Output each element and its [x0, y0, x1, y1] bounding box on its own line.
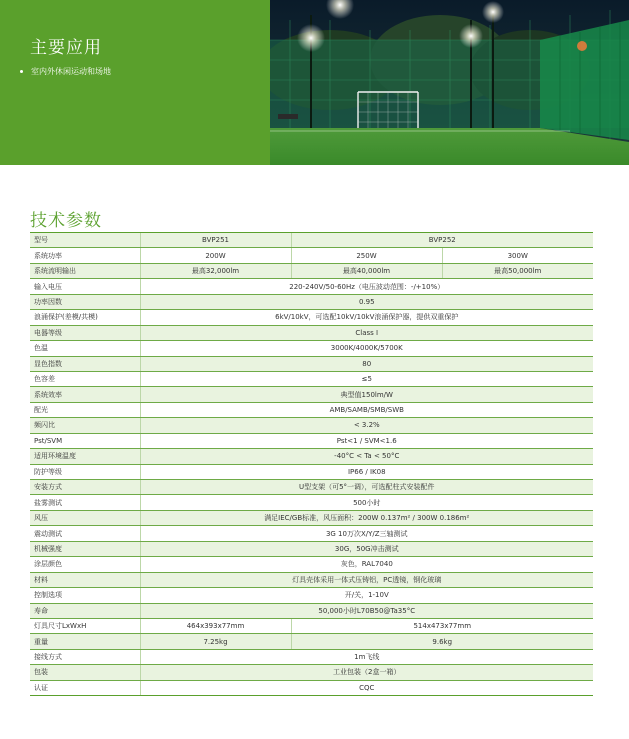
spec-value: 464x393x77mm [140, 618, 291, 633]
spec-value: < 3.2% [140, 418, 593, 433]
stadium-night-photo [270, 0, 629, 165]
spec-row-model [30, 233, 593, 248]
spec-row-ip [30, 464, 593, 479]
spec-value: IP66 / IK08 [140, 464, 593, 479]
spec-row-vibration [30, 526, 593, 541]
spec-value: Class I [140, 325, 593, 340]
spec-row-wind [30, 510, 593, 525]
spec-row-wiring [30, 649, 593, 664]
spec-value: AMB/SAMB/SMB/SWB [140, 402, 593, 417]
spec-value: 220-240V/50-60Hz（电压波动范围：-/+10%） [140, 279, 593, 294]
spec-value: 500小时 [140, 495, 593, 510]
spec-row-power [30, 248, 593, 263]
spec-value: 典型值150lm/W [140, 387, 593, 402]
spec-value: U型支架（可5°一调），可选配柱式安装配件 [140, 480, 593, 495]
spec-row-pst [30, 433, 593, 448]
spec-value: 工业包装（2盒一箱） [140, 665, 593, 680]
spec-value: BVP252 [291, 233, 593, 248]
spec-label: 震动测试 [30, 526, 140, 541]
spec-label: 系统功率 [30, 248, 140, 263]
spec-value: 3000K/4000K/5700K [140, 341, 593, 356]
spec-label: 系统流明输出 [30, 263, 140, 278]
spec-table [30, 232, 593, 696]
spec-row-sdcm [30, 371, 593, 386]
spec-label: 配光 [30, 402, 140, 417]
spec-label: 电器等级 [30, 325, 140, 340]
spec-value: 250W [291, 248, 442, 263]
spec-label: 功率因数 [30, 294, 140, 309]
spec-label: 色容差 [30, 371, 140, 386]
spec-row-flicker [30, 418, 593, 433]
spec-value: 7.25kg [140, 634, 291, 649]
spec-row-package [30, 665, 593, 680]
spec-row-temp [30, 449, 593, 464]
spec-value: 3G 10万次X/Y/Z三轴测试 [140, 526, 593, 541]
spec-value: BVP251 [140, 233, 291, 248]
spec-label: 接线方式 [30, 649, 140, 664]
spec-value: 30G，50G冲击测试 [140, 541, 593, 556]
spec-value: 200W [140, 248, 291, 263]
spec-label: 涂层颜色 [30, 557, 140, 572]
hero-title: 主要应用 [30, 38, 102, 58]
spec-value: CQC [140, 680, 593, 695]
spec-label: 浪涌保护(差模/共模) [30, 310, 140, 325]
spec-label: 控制选项 [30, 588, 140, 603]
hero-banner [0, 0, 629, 165]
spec-label: 盐雾测试 [30, 495, 140, 510]
spec-row-pf [30, 294, 593, 309]
spec-row-coating [30, 557, 593, 572]
spec-row-mount [30, 480, 593, 495]
soccer-field-illustration [270, 0, 629, 165]
spec-value: 开/关，1-10V [140, 588, 593, 603]
spec-row-flux [30, 263, 593, 278]
spec-label: 包装 [30, 665, 140, 680]
spec-value: 514x473x77mm [291, 618, 593, 633]
spec-row-elec-class [30, 325, 593, 340]
spec-row-salt [30, 495, 593, 510]
spec-label: 防护等级 [30, 464, 140, 479]
tech-spec-title: 技术参数 [30, 211, 102, 231]
spec-label: 认证 [30, 680, 140, 695]
spec-label: 输入电压 [30, 279, 140, 294]
spec-value: 300W [442, 248, 593, 263]
spec-label: 寿命 [30, 603, 140, 618]
application-bullet [20, 66, 111, 77]
spec-label: 机械强度 [30, 541, 140, 556]
spec-value: 最高32,000lm [140, 263, 291, 278]
application-text: 室内外休闲运动和场地 [31, 67, 111, 76]
spec-label: 材料 [30, 572, 140, 587]
spec-label: 适用环境温度 [30, 449, 140, 464]
bullet-dot-icon [20, 70, 23, 73]
spec-label: 系统效率 [30, 387, 140, 402]
spec-value: 6kV/10kV，可选配10kV/10kV浪涌保护器，提供双重保护 [140, 310, 593, 325]
spec-row-cri [30, 356, 593, 371]
spec-value: 1m飞线 [140, 649, 593, 664]
spec-value: 灯具壳体采用一体式压铸铝，PC透镜，钢化玻璃 [140, 572, 593, 587]
spec-value: -40°C < Ta < 50°C [140, 449, 593, 464]
spec-value: ≤5 [140, 371, 593, 386]
spec-label: Pst/SVM [30, 433, 140, 448]
spec-row-voltage [30, 279, 593, 294]
spec-row-size [30, 618, 593, 633]
spec-label: 安装方式 [30, 480, 140, 495]
hero-green-panel [0, 0, 270, 165]
spec-row-strength [30, 541, 593, 556]
spec-row-material [30, 572, 593, 587]
spec-value: 最高50,000lm [442, 263, 593, 278]
spec-row-life [30, 603, 593, 618]
spec-row-weight [30, 634, 593, 649]
spec-label: 型号 [30, 233, 140, 248]
spec-label: 灯具尺寸LxWxH [30, 618, 140, 633]
spec-label: 频闪比 [30, 418, 140, 433]
spec-value: 灰色，RAL7040 [140, 557, 593, 572]
spec-value: 0.95 [140, 294, 593, 309]
spec-row-efficacy [30, 387, 593, 402]
spec-label: 显色指数 [30, 356, 140, 371]
spec-value: 满足IEC/GB标准，风压面积：200W 0.137m² / 300W 0.186m² [140, 510, 593, 525]
spec-value: Pst<1 / SVM<1.6 [140, 433, 593, 448]
spec-label: 色温 [30, 341, 140, 356]
spec-row-cert [30, 680, 593, 695]
spec-row-control [30, 588, 593, 603]
spec-label: 风压 [30, 510, 140, 525]
spec-row-optics [30, 402, 593, 417]
spec-value: 9.6kg [291, 634, 593, 649]
spec-label: 重量 [30, 634, 140, 649]
spec-value: 80 [140, 356, 593, 371]
spec-value: 最高40,000lm [291, 263, 442, 278]
spec-row-surge [30, 310, 593, 325]
spec-row-cct [30, 341, 593, 356]
spec-value: 50,000小时L70B50@Ta35°C [140, 603, 593, 618]
